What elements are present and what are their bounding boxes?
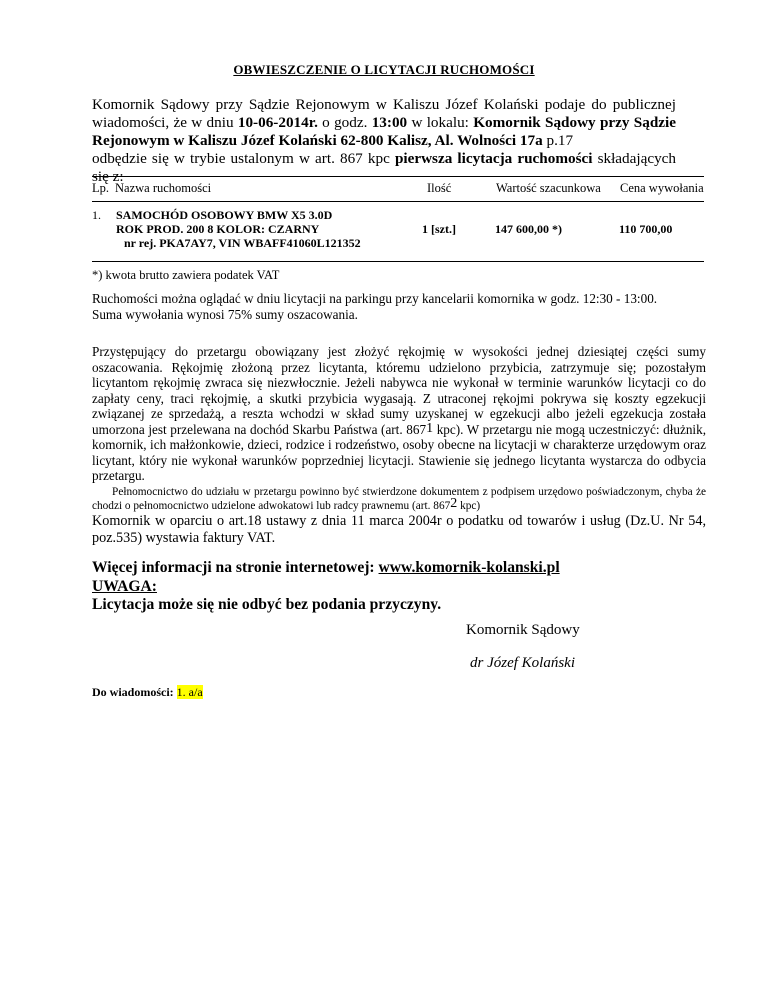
info-block	[92, 559, 560, 615]
distribution-value: 1. a/a	[176, 685, 203, 699]
row-value: 147 600,00 *)	[495, 222, 562, 236]
deposit-paragraph	[92, 344, 706, 484]
table-header-rule	[92, 201, 704, 202]
distribution-label: Do wiadomości:	[92, 685, 177, 699]
attention-label: UWAGA:	[92, 577, 157, 595]
table-header	[92, 181, 704, 197]
auction-place-2: Rejonowym w Kaliszu Józef Kolański 62-800 Kalisz, Al. Wolności 17a	[92, 132, 543, 149]
header-price: Cena wywołania	[620, 181, 704, 195]
viewing-line-1: Ruchomości można oglądać w dniu licytacji na parkingu przy kancelarii komornika w godz. 12:30 - 13:00.	[92, 291, 658, 306]
header-lp: Lp.	[92, 181, 110, 195]
warning-text: Licytacja może się nie odbyć bez podania przyczyny.	[92, 596, 442, 613]
more-info-label: Więcej informacji na stronie internetowej:	[92, 559, 379, 576]
row-lp: 1.	[92, 208, 101, 222]
table-top-rule	[92, 176, 704, 177]
viewing-paragraph	[92, 291, 706, 322]
vat-note: *) kwota brutto zawiera podatek VAT	[92, 268, 280, 282]
auction-place-1: Komornik Sądowy przy Sądzie	[473, 114, 676, 131]
row-name-line-1: SAMOCHÓD OSOBOWY BMW X5 3.0D	[116, 208, 333, 222]
deposit-text-b: kpc). W przetargu nie mogą uczestniczyć: dłużnik, komornik, ich małżonkowie, dzieci, rodzice i rodzeństwo, osoby obecne na licytacji w charakterze urzędowym oraz licytant, który nie wykonał warunków poprzedniej licytacji. Stawienie się jednego licytanta wystarcza do odbycia przetargu.	[92, 421, 706, 483]
footnote-marker-2: 2	[450, 496, 458, 511]
distribution-line	[92, 685, 203, 700]
signature-name: dr Józef Kolański	[470, 655, 575, 671]
auction-room: p.17	[542, 132, 574, 149]
header-name: Nazwa ruchomości	[115, 181, 212, 195]
intro-line-4: odbędzie się w trybie ustalonym w art. 867 kpc pierwsza licytacja ruchomości składających się z:	[92, 150, 677, 185]
table-row	[92, 208, 704, 258]
row-qty: 1 [szt.]	[422, 222, 456, 236]
auction-date: 10-06-2014r.	[237, 114, 318, 131]
document-title: OBWIESZCZENIE O LICYTACJI RUCHOMOŚCI	[233, 62, 535, 77]
header-qty: Ilość	[427, 181, 452, 195]
vat-invoice-text: Komornik w oparciu o art.18 ustawy z dnia 11 marca 2004r o podatku od towarów i usług (Dz.U. Nr 54, poz.535) wystawia faktury VAT.	[92, 513, 706, 546]
intro-line-1: Komornik Sądowy przy Sądzie Rejonowym w Kaliszu Józef Kolański podaje do publicznej	[92, 96, 676, 113]
intro-line-2: wiadomości, że w dniu 10-06-2014r. o godz. 13:00 w lokalu: Komornik Sądowy przy Sądzie	[92, 114, 676, 131]
proxy-text-b: kpc)	[457, 500, 481, 512]
intro-line-3	[92, 132, 676, 150]
row-name-line-2: ROK PROD. 200 8 KOLOR: CZARNY	[116, 222, 320, 236]
auction-time: 13:00	[371, 114, 408, 131]
auction-type: pierwsza licytacja ruchomości	[394, 150, 593, 167]
website-link[interactable]: www.komornik-kolanski.pl	[378, 559, 560, 576]
table-bottom-rule	[92, 261, 704, 262]
footnote-marker-1: 1	[426, 420, 434, 436]
row-name-line-3: nr rej. PKA7AY7, VIN WBAFF41060L121352	[124, 236, 361, 250]
viewing-line-2: Suma wywołania wynosi 75% sumy oszacowania.	[92, 306, 358, 322]
header-value: Wartość szacunkowa	[496, 181, 601, 195]
row-price: 110 700,00	[619, 222, 673, 236]
proxy-text-a: Pełnomocnictwo do udziału w przetargu powinno być stwierdzone dokumentem z podpisem urzędowo poświadczonym, chyba że chodzi o pełnomocnictwo udzielone adwokatowi lub radcy prawnemu (art. 867	[92, 486, 709, 512]
proxy-paragraph	[92, 485, 709, 547]
deposit-text-a: Przystępujący do przetargu obowiązany jest złożyć rękojmię w wysokości jednej dziesiątej części sumy oszacowania. Rękojmię złożoną przez licytanta, któremu udzielono przybicia, zatrzymuje się; pozostałym licytantom rękojmię zwraca się niezwłocznie. Jeżeli nabywca nie wykonał w terminie warunków licytacji co do zapłaty ceny, traci rękojmię, a skutki przybicia wygasają. Z utraconej rękojmi pokrywa się koszty egzekucji związanej ze sprzedażą, a reszta wchodzi w skład sumy uzyskanej w egzekucji albo jeżeli egzekucja została umorzona jest przelewana na dochód Skarbu Państwa (art. 867	[92, 344, 706, 437]
signature-role: Komornik Sądowy	[466, 622, 580, 638]
intro-paragraph	[92, 96, 676, 186]
